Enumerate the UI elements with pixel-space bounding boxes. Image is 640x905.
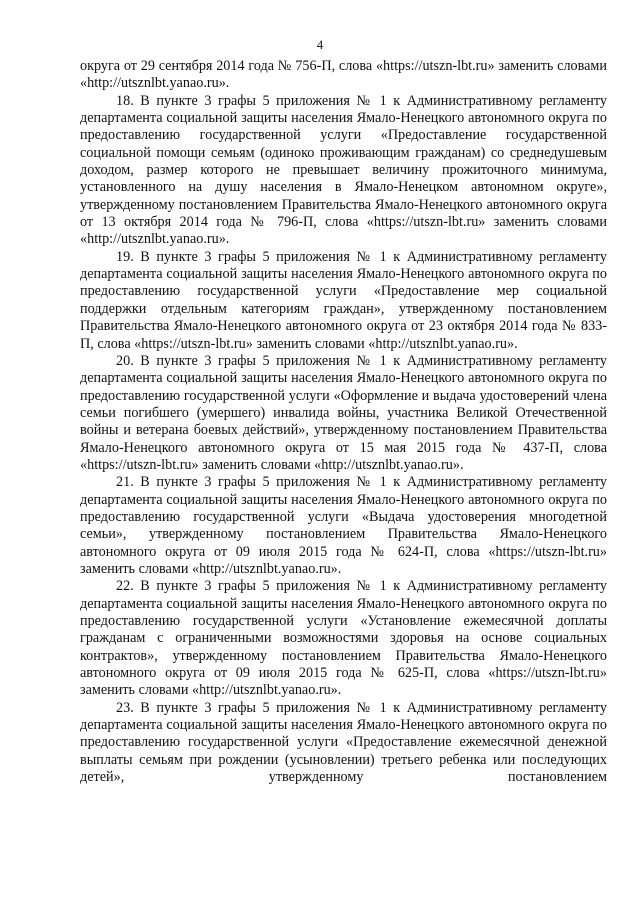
document-body [80, 58, 607, 786]
paragraph-item-21: 21. В пункте 3 графы 5 приложения № 1 к Административному регламенту департамента социальной защиты населения Ямало-Ненецкого автономного округа по предоставлению государственной услуги «Выдача удостоверения многодетной семьи», утвержденному постановлением Правительства Ямало-Ненецкого автономного округа от 09 июля 2015 года № 624-П, слова «https://utszn-lbt.ru» заменить словами «http://utsznlbt.yanao.ru». [80, 474, 607, 577]
paragraph-item-18: 18. В пункте 3 графы 5 приложения № 1 к Административному регламенту департамента социальной защиты населения Ямало-Ненецкого автономного округа по предоставлению государственной услуги «Предоставление государственной социальной помощи семьям (одиноко проживающим гражданам) со среднедушевым доходом, размер которого не превышает величину прожиточного минимума, установленного на душу населения в Ямало-Ненецком автономном округе», утвержденному постановлением Правительства Ямало-Ненецкого автономного округа от 13 октября 2014 года № 796-П, слова «https://utszn-lbt.ru» заменить словами «http://utsznlbt.yanao.ru». [80, 92, 607, 248]
paragraph-continuation: округа от 29 сентября 2014 года № 756-П, слова «https://utszn-lbt.ru» заменить словами «http://utsznlbt.yanao.ru». [80, 58, 607, 92]
paragraph-item-20: 20. В пункте 3 графы 5 приложения № 1 к Административному регламенту департамента социальной защиты населения Ямало-Ненецкого автономного округа по предоставлению государственной услуги «Оформление и выдача удостоверений члена семьи погибшего (умершего) инвалида войны, участника Великой Отечественной войны и ветерана боевых действий», утвержденному постановлением Правительства Ямало-Ненецкого автономного округа от 15 мая 2015 года № 437-П, слова «https://utszn-lbt.ru» заменить словами «http://utsznlbt.yanao.ru». [80, 352, 607, 473]
page-number: 4 [316, 37, 324, 52]
paragraph-item-19: 19. В пункте 3 графы 5 приложения № 1 к Административному регламенту департамента социальной защиты населения Ямало-Ненецкого автономного округа по предоставлению государственной услуги «Предоставление мер социальной поддержки отдельным категориям граждан», утвержденному постановлением Правительства Ямало-Ненецкого автономного округа от 23 октября 2014 года № 833-П, слова «https://utszn-lbt.ru» заменить словами «http://utsznlbt.yanao.ru». [80, 248, 607, 352]
paragraph-item-23: 23. В пункте 3 графы 5 приложения № 1 к Административному регламенту департамента социальной защиты населения Ямало-Ненецкого автономного округа по предоставлению государственной услуги «Предоставление ежемесячной денежной выплаты семьям при рождении (усыновлении) третьего ребенка или последующих детей», утвержденному постановлением [80, 699, 607, 786]
paragraph-item-22: 22. В пункте 3 графы 5 приложения № 1 к Административному регламенту департамента социальной защиты населения Ямало-Ненецкого автономного округа по предоставлению государственной услуги «Установление ежемесячной доплаты гражданам с ограниченными возможностями здоровья на основе социальных контрактов», утвержденному постановлением Правительства Ямало-Ненецкого автономного округа от 09 июля 2015 года № 625-П, слова «https://utszn-lbt.ru» заменить словами «http://utsznlbt.yanao.ru». [80, 578, 607, 699]
